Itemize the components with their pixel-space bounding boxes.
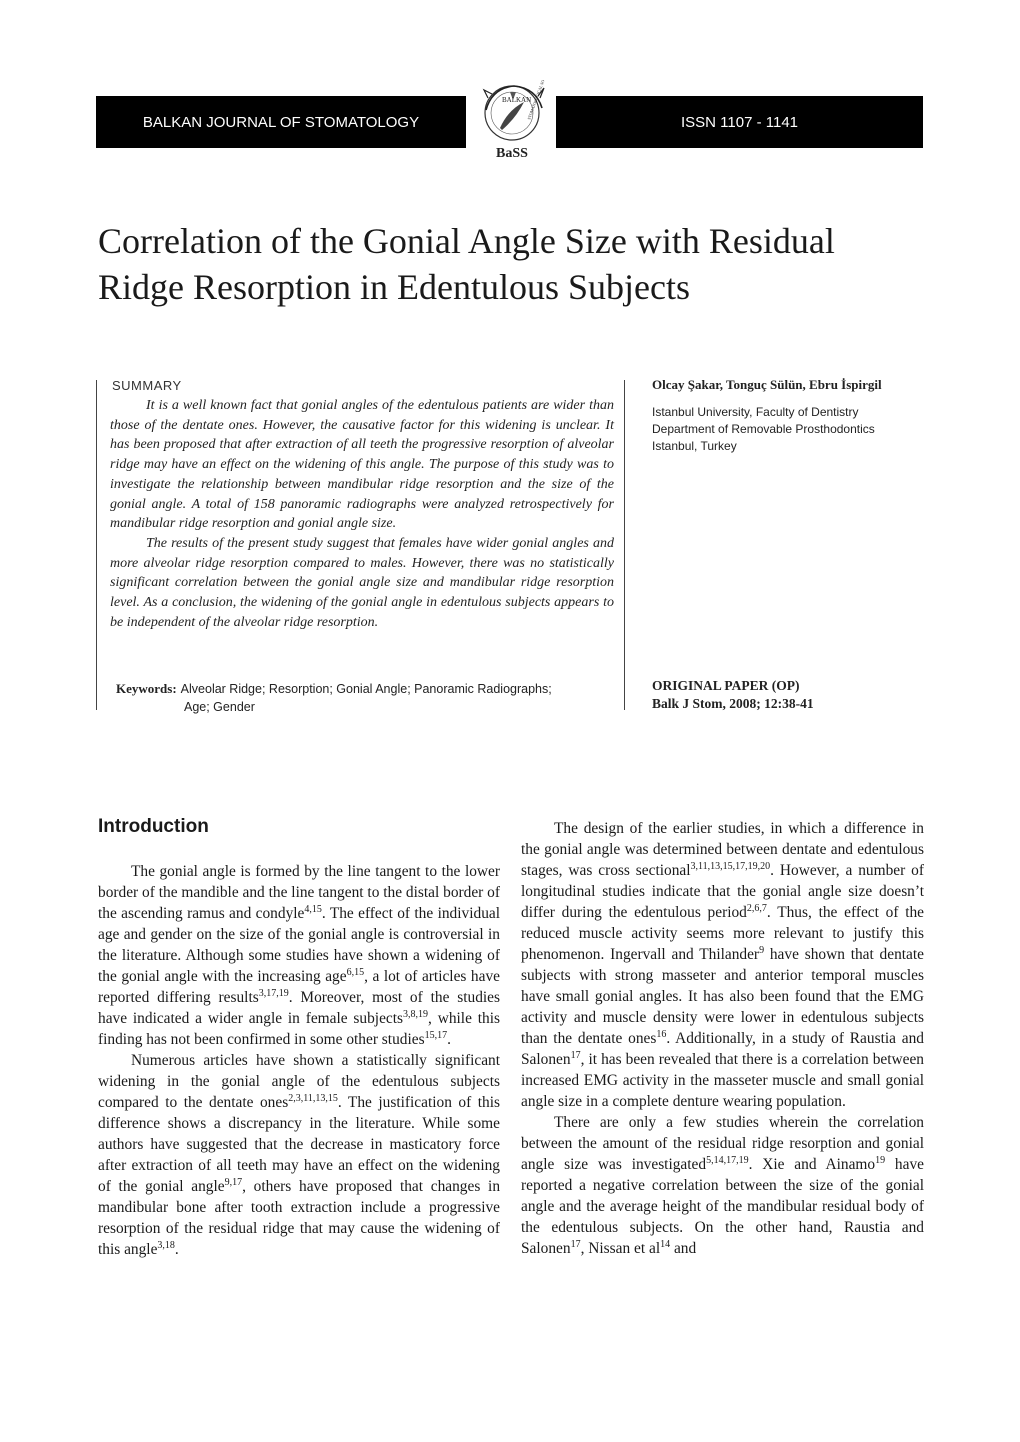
citation-ref: 2,3,11,13,15 — [288, 1092, 338, 1104]
citation: Balk J Stom, 2008; 12:38-41 — [652, 696, 814, 711]
citation-ref: 3,8,19 — [403, 1008, 429, 1020]
citation-ref: 14 — [660, 1238, 671, 1250]
summary-heading: SUMMARY — [112, 378, 182, 393]
citation-ref: 5,14,17,19 — [706, 1154, 749, 1166]
logo-text: BaSS — [496, 146, 528, 161]
keywords-line-2: Age; Gender — [184, 700, 255, 714]
intro-right-paragraph-1: The design of the earlier studies, in which a difference in the gonial angle was determined between dentate and edentulous stages, was cross sectional$^{3,11,13,15,17,19,20}$. However, a number of longitudinal studies indicate that the gonial angle size doesn’t differ during the edentulous period$^{2,6,7}$. Thus, the effect of the reduced muscle activity seems more relevant to justify this phenomenon. Ingervall and Thilander$^9$ have shown that dentate subjects with strong masseter and anterior temporal muscles have small gonial angles. It has also been found that the EMG activity and muscle density were lower in edentulous subjects than the dentate ones$^{16}$. Additionally, in a study of Raustia and Salonen$^{17}$, it has been revealed that there is a correlation between increased EMG activity in the masseter muscle and small gonial angle size in a complete denture wearing population. — [521, 820, 924, 1110]
summary-right-rule — [624, 380, 625, 710]
summary-body — [110, 396, 614, 632]
citation-ref: 17 — [570, 1049, 581, 1061]
intro-left-paragraph-1: The gonial angle is formed by the line tangent to the lower border of the mandible and the line tangent to the distal border of the ascending ramus and condyle$^{4,15}$. The effect of the individual age and gender on the size of the gonial angle is controversial in the literature. Although some studies have shown a widening of the gonial angle with the increasing age$^{6,15}$, a lot of articles have reported differing results$^{3,17,19}$. Moreover, most of the studies have indicated a wider angle in female subjects$^{3,8,19}$, while this finding has not been confirmed in some other studies$^{15,17}$. — [98, 863, 500, 1048]
citation-ref: 6,15 — [346, 966, 365, 978]
paper-type: ORIGINAL PAPER (OP) — [652, 678, 800, 693]
citation-ref: 17 — [570, 1238, 581, 1250]
citation-ref: 4,15 — [304, 903, 322, 915]
summary-left-rule — [96, 380, 97, 710]
citation-ref: 15,17 — [424, 1029, 448, 1041]
issn-bar — [556, 96, 923, 148]
summary-paragraph-2: The results of the present study suggest that females have wider gonial angles and more alveolar ridge resorption compared to males. However, there was no statistically significant correlation between the gonial angle size and mandibular ridge resorption level. As a conclusion, the widening of the gonial angle in edentulous subjects appears to be independent of the alveolar ridge resorption. — [110, 535, 614, 630]
left-column — [98, 861, 500, 1260]
affiliation-line-2: Department of Removable Prosthodontics — [652, 422, 875, 436]
citation-ref: 2,6,7 — [746, 902, 767, 914]
keywords-line-1: Alveolar Ridge; Resorption; Gonial Angle; Panoramic Radiographs; — [180, 682, 552, 696]
introduction-heading: Introduction — [98, 816, 209, 837]
journal-name-bar — [96, 96, 466, 148]
citation-ref: 3,18 — [157, 1239, 175, 1251]
bass-logo — [472, 80, 552, 168]
affiliation-line-3: Istanbul, Turkey — [652, 439, 737, 453]
citation-ref: 19 — [875, 1154, 886, 1166]
citation-ref: 3,11,13,15,17,19,20 — [690, 860, 771, 872]
bass-logo-icon — [472, 80, 552, 150]
authors: Olcay Şakar, Tonguç Sülün, Ebru İspirgil — [652, 377, 882, 392]
summary-paragraph-1: It is a well known fact that gonial angles of the edentulous patients are wider than those of the dentate ones. However, the causative factor for this widening is unclear. It has been proposed that after extraction of all teeth the progressive resorption of alveolar ridge may have an effect on the widening of this angle. The purpose of this study was to investigate the relationship between mandibular ridge resorption and the size of the gonial angle. A total of 158 panoramic radiographs were analyzed retrospectively for mandibular ridge resorption and gonial angle size. — [110, 398, 614, 532]
right-column — [521, 818, 924, 1259]
logo-ring-side: STOMATOLOGICAL SOCIETY — [526, 80, 550, 121]
citation-ref: 9 — [759, 944, 765, 956]
keywords-label: Keywords: — [116, 681, 177, 696]
article-title: Correlation of the Gonial Angle Size with Residual Ridge Resorption in Edentulous Subjects — [98, 221, 835, 307]
intro-left-paragraph-2: Numerous articles have shown a statistically significant widening in the gonial angle of the edentulous subjects compared to the dentate ones$^{2,3,11,13,15}$. The justification of this difference shows a discrepancy in the literature. While some authors have suggested that the decrease in masticatory force after extraction of all teeth may have an effect on the widening of the gonial angle$^{9,17}$, others have proposed that changes in mandibular bone after tooth extraction include a progressive resorption of the residual ridge that may cause the widening of this angle$^{3,18}$. — [98, 1052, 501, 1258]
intro-right-paragraph-2: There are only a few studies wherein the correlation between the amount of the residual ridge resorption and gonial angle size was investigated$^{5,14,17,19}$. Xie and Ainamo$^{19}$ have reported a negative correlation between the size of the gonial angle and the average height of the mandibular residual body of the edentulous subjects. On the other hand, Raustia and Salonen$^{17}$, Nissan et $al^{14}$ and — [521, 1114, 924, 1257]
keywords — [116, 680, 576, 716]
citation-ref: 3,17,19 — [258, 987, 289, 999]
affiliation-line-1: Istanbul University, Faculty of Dentistry — [652, 405, 859, 419]
logo-ring-top: BALKAN — [502, 96, 532, 104]
citation-ref: 9,17 — [224, 1176, 243, 1188]
issn: ISSN 1107 - 1141 — [680, 113, 799, 131]
affiliation — [652, 404, 932, 455]
citation-ref: 16 — [656, 1028, 667, 1040]
journal-name: BALKAN JOURNAL OF STOMATOLOGY — [142, 113, 420, 131]
